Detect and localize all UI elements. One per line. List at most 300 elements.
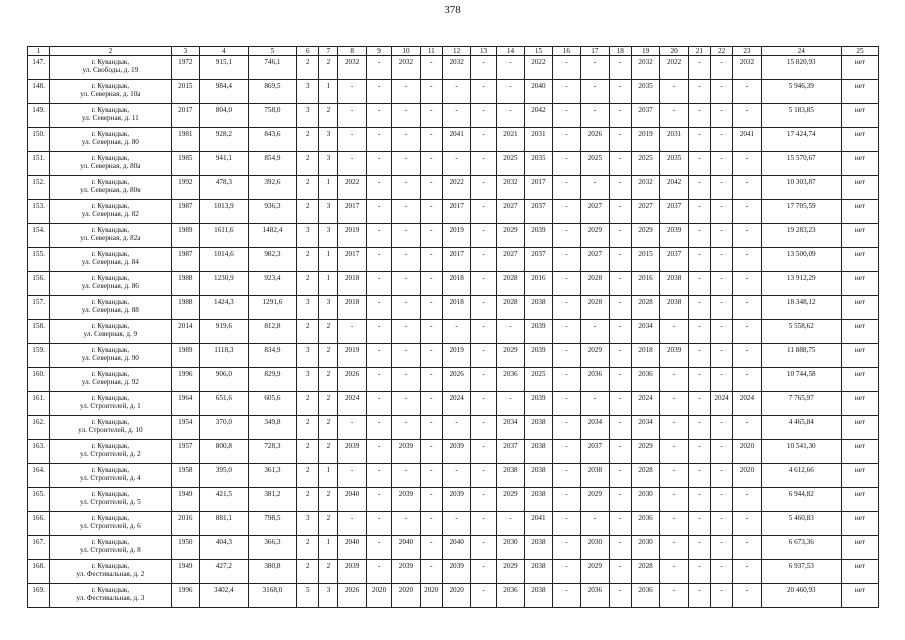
- floors-cell: 2: [297, 464, 319, 488]
- repair-year-cell: -: [392, 176, 421, 200]
- repair-year-cell: -: [366, 392, 391, 416]
- address-cell: [50, 320, 171, 344]
- repair-year-cell: -: [338, 512, 367, 536]
- column-header: 4: [200, 47, 249, 56]
- repair-year-cell: -: [420, 56, 442, 80]
- entrances-cell: 3: [319, 584, 338, 608]
- repair-year-cell: 2029: [581, 560, 610, 584]
- repair-year-cell: 2038: [525, 488, 552, 512]
- row-number-cell: 160.: [28, 368, 50, 392]
- floors-cell: 3: [297, 512, 319, 536]
- repair-year-cell: -: [442, 80, 471, 104]
- floors-cell: 5: [297, 584, 319, 608]
- repair-year-cell: -: [609, 56, 631, 80]
- table-row: [28, 104, 879, 128]
- address-cell: [50, 440, 171, 464]
- repair-year-cell: 2039: [392, 440, 421, 464]
- column-number-row: [28, 47, 879, 56]
- limit-cell: нет: [841, 560, 878, 584]
- repair-year-cell: -: [609, 344, 631, 368]
- repair-year-cell: 2029: [631, 440, 660, 464]
- repair-year-cell: 2019: [338, 224, 367, 248]
- repair-year-cell: -: [660, 536, 689, 560]
- column-header: 12: [442, 47, 471, 56]
- column-header: 7: [319, 47, 338, 56]
- repair-year-cell: -: [552, 104, 581, 128]
- repair-year-cell: 2041: [525, 512, 552, 536]
- limit-cell: нет: [841, 296, 878, 320]
- row-number-cell: 165.: [28, 488, 50, 512]
- entrances-cell: 2: [319, 440, 338, 464]
- repair-year-cell: 2031: [525, 128, 552, 152]
- column-header: 20: [660, 47, 689, 56]
- repair-year-cell: -: [420, 344, 442, 368]
- entrances-cell: 2: [319, 56, 338, 80]
- repair-year-cell: -: [609, 320, 631, 344]
- repair-year-cell: -: [688, 128, 710, 152]
- address-line: г. Кувандык,: [91, 202, 130, 210]
- repair-year-cell: -: [609, 440, 631, 464]
- living-area-cell: 854,9: [248, 152, 297, 176]
- entrances-cell: 1: [319, 80, 338, 104]
- repair-year-cell: -: [471, 464, 496, 488]
- repair-year-cell: 2039: [338, 440, 367, 464]
- address-line: ул. Строителей, д. 6: [79, 522, 141, 530]
- address-cell: [50, 560, 171, 584]
- repair-year-cell: -: [392, 200, 421, 224]
- repair-year-cell: 2038: [525, 560, 552, 584]
- repair-year-cell: -: [733, 296, 762, 320]
- repair-year-cell: -: [609, 152, 631, 176]
- repair-year-cell: 2024: [442, 392, 471, 416]
- repair-year-cell: -: [710, 536, 732, 560]
- address-line: г. Кувандык,: [91, 346, 130, 354]
- repair-year-cell: -: [733, 488, 762, 512]
- repair-year-cell: -: [688, 272, 710, 296]
- repair-year-cell: -: [338, 320, 367, 344]
- repair-year-cell: -: [471, 248, 496, 272]
- repair-year-cell: -: [471, 104, 496, 128]
- address-line: г. Кувандык,: [91, 106, 130, 114]
- repair-year-cell: -: [471, 128, 496, 152]
- living-area-cell: 843,6: [248, 128, 297, 152]
- repair-year-cell: 2015: [631, 248, 660, 272]
- repair-year-cell: 2020: [733, 464, 762, 488]
- repair-year-cell: -: [366, 80, 391, 104]
- repair-year-cell: 2039: [442, 560, 471, 584]
- total-area-cell: 881,1: [200, 512, 249, 536]
- repair-year-cell: -: [420, 440, 442, 464]
- repair-year-cell: -: [660, 392, 689, 416]
- repair-year-cell: -: [710, 272, 732, 296]
- repair-year-cell: 2037: [496, 440, 525, 464]
- table-row: [28, 56, 879, 80]
- repair-year-cell: -: [609, 80, 631, 104]
- total-area-cell: 1611,6: [200, 224, 249, 248]
- repair-year-cell: -: [392, 104, 421, 128]
- table-row: [28, 272, 879, 296]
- build-year-cell: 1957: [171, 440, 200, 464]
- column-header: 13: [471, 47, 496, 56]
- repair-year-cell: -: [552, 344, 581, 368]
- column-header: 1: [28, 47, 50, 56]
- address-line: г. Кувандык,: [91, 514, 130, 522]
- total-area-cell: 1013,9: [200, 200, 249, 224]
- repair-year-cell: -: [733, 416, 762, 440]
- repair-year-cell: 2022: [442, 176, 471, 200]
- floors-cell: 2: [297, 248, 319, 272]
- table-row: [28, 536, 879, 560]
- repair-year-cell: -: [392, 392, 421, 416]
- repair-year-cell: -: [710, 416, 732, 440]
- repair-year-cell: 2022: [525, 56, 552, 80]
- repair-year-cell: -: [442, 512, 471, 536]
- repair-year-cell: 2017: [442, 200, 471, 224]
- repair-year-cell: -: [366, 176, 391, 200]
- repair-year-cell: -: [733, 224, 762, 248]
- row-number-cell: 162.: [28, 416, 50, 440]
- column-header: 10: [392, 47, 421, 56]
- repair-year-cell: 2019: [631, 128, 660, 152]
- cost-cell: 18 348,12: [761, 296, 841, 320]
- repair-year-cell: 2037: [525, 200, 552, 224]
- repair-year-cell: 2042: [660, 176, 689, 200]
- repair-year-cell: -: [552, 416, 581, 440]
- limit-cell: нет: [841, 128, 878, 152]
- entrances-cell: 3: [319, 200, 338, 224]
- table-row: [28, 464, 879, 488]
- repair-year-cell: -: [609, 272, 631, 296]
- repair-year-cell: 2036: [631, 584, 660, 608]
- row-number-cell: 147.: [28, 56, 50, 80]
- living-area-cell: 923,4: [248, 272, 297, 296]
- repair-year-cell: 2020: [366, 584, 391, 608]
- table-row: [28, 368, 879, 392]
- page-number: 378: [444, 4, 461, 16]
- address-line: г. Кувандык,: [91, 322, 130, 330]
- repair-year-cell: 2032: [733, 56, 762, 80]
- repair-year-cell: 2039: [660, 224, 689, 248]
- floors-cell: 3: [297, 368, 319, 392]
- repair-year-cell: -: [442, 104, 471, 128]
- repair-year-cell: -: [471, 392, 496, 416]
- repair-year-cell: 2038: [525, 536, 552, 560]
- repair-year-cell: -: [366, 464, 391, 488]
- repair-year-cell: -: [609, 512, 631, 536]
- column-header: 18: [609, 47, 631, 56]
- build-year-cell: 1949: [171, 488, 200, 512]
- limit-cell: нет: [841, 176, 878, 200]
- address-line: ул. Строителей, д. 1: [79, 402, 141, 410]
- repair-year-cell: 2024: [710, 392, 732, 416]
- repair-year-cell: -: [366, 344, 391, 368]
- build-year-cell: 1989: [171, 224, 200, 248]
- cost-cell: 5 183,85: [761, 104, 841, 128]
- living-area-cell: 834,9: [248, 344, 297, 368]
- entrances-cell: 2: [319, 392, 338, 416]
- address-line: г. Кувандык,: [91, 226, 130, 234]
- repair-year-cell: 2036: [496, 584, 525, 608]
- repair-year-cell: -: [552, 224, 581, 248]
- repair-year-cell: -: [552, 320, 581, 344]
- living-area-cell: 380,8: [248, 560, 297, 584]
- entrances-cell: 1: [319, 536, 338, 560]
- repair-year-cell: -: [660, 560, 689, 584]
- address-line: ул. Строителей, д. 10: [78, 426, 143, 434]
- repair-year-cell: 2032: [496, 176, 525, 200]
- repair-year-cell: 2040: [525, 80, 552, 104]
- repair-year-cell: -: [442, 464, 471, 488]
- floors-cell: 2: [297, 392, 319, 416]
- repair-year-cell: 2035: [631, 80, 660, 104]
- repair-year-cell: -: [366, 152, 391, 176]
- repair-year-cell: -: [581, 320, 610, 344]
- repair-year-cell: -: [420, 128, 442, 152]
- column-header: 6: [297, 47, 319, 56]
- repair-year-cell: -: [688, 416, 710, 440]
- address-line: ул. Северная, д. 86: [81, 282, 139, 290]
- repair-year-cell: -: [366, 104, 391, 128]
- address-cell: [50, 344, 171, 368]
- repair-year-cell: 2039: [392, 488, 421, 512]
- address-line: ул. Северная, д. 80: [81, 138, 139, 146]
- repair-year-cell: -: [471, 200, 496, 224]
- living-area-cell: 869,5: [248, 80, 297, 104]
- repair-year-cell: -: [338, 464, 367, 488]
- table-row: [28, 512, 879, 536]
- repair-year-cell: -: [366, 440, 391, 464]
- limit-cell: нет: [841, 416, 878, 440]
- repair-year-cell: -: [420, 320, 442, 344]
- floors-cell: 3: [297, 296, 319, 320]
- repair-year-cell: 2032: [392, 56, 421, 80]
- repair-year-cell: -: [392, 224, 421, 248]
- repair-year-cell: -: [392, 80, 421, 104]
- cost-cell: 7 765,97: [761, 392, 841, 416]
- repair-year-cell: 2031: [660, 128, 689, 152]
- repair-year-cell: 2027: [496, 248, 525, 272]
- repair-year-cell: -: [660, 416, 689, 440]
- floors-cell: 2: [297, 272, 319, 296]
- repair-year-cell: -: [366, 416, 391, 440]
- repair-year-cell: -: [688, 80, 710, 104]
- cost-cell: 10 744,58: [761, 368, 841, 392]
- repair-year-cell: 2039: [525, 320, 552, 344]
- table-row: [28, 296, 879, 320]
- repair-year-cell: -: [338, 416, 367, 440]
- repair-year-cell: 2037: [660, 248, 689, 272]
- address-cell: [50, 416, 171, 440]
- repair-year-cell: -: [710, 368, 732, 392]
- total-area-cell: 1230,9: [200, 272, 249, 296]
- repair-year-cell: -: [496, 104, 525, 128]
- repair-year-cell: -: [552, 440, 581, 464]
- repair-year-cell: -: [366, 488, 391, 512]
- row-number-cell: 168.: [28, 560, 50, 584]
- repair-year-cell: 2029: [581, 344, 610, 368]
- repair-year-cell: 2041: [442, 128, 471, 152]
- address-line: ул. Строителей, д. 8: [79, 546, 141, 554]
- total-area-cell: 928,2: [200, 128, 249, 152]
- repair-year-cell: 2039: [525, 344, 552, 368]
- repair-year-cell: -: [733, 272, 762, 296]
- repair-year-cell: -: [471, 368, 496, 392]
- repair-year-cell: 2025: [631, 152, 660, 176]
- cost-cell: 15 570,67: [761, 152, 841, 176]
- repair-year-cell: -: [609, 104, 631, 128]
- build-year-cell: 1954: [171, 416, 200, 440]
- address-cell: [50, 56, 171, 80]
- repair-year-cell: -: [471, 560, 496, 584]
- living-area-cell: 1482,4: [248, 224, 297, 248]
- column-header: 16: [552, 47, 581, 56]
- table-row: [28, 488, 879, 512]
- table-row: [28, 224, 879, 248]
- cost-cell: 4 465,84: [761, 416, 841, 440]
- repair-year-cell: -: [552, 296, 581, 320]
- cost-cell: 5 460,83: [761, 512, 841, 536]
- repair-year-cell: 2035: [525, 152, 552, 176]
- living-area-cell: 982,3: [248, 248, 297, 272]
- address-line: г. Кувандык,: [91, 538, 130, 546]
- row-number-cell: 163.: [28, 440, 50, 464]
- repair-year-cell: -: [552, 176, 581, 200]
- repair-year-cell: -: [366, 368, 391, 392]
- total-area-cell: 1118,3: [200, 344, 249, 368]
- limit-cell: нет: [841, 464, 878, 488]
- total-area-cell: 915,1: [200, 56, 249, 80]
- repair-year-cell: 2039: [442, 440, 471, 464]
- address-line: ул. Северная, д. 10а: [80, 90, 141, 98]
- repair-year-cell: 2017: [338, 200, 367, 224]
- repair-year-cell: 2027: [581, 248, 610, 272]
- repair-year-cell: 2042: [525, 104, 552, 128]
- repair-year-cell: -: [552, 368, 581, 392]
- repair-year-cell: 2020: [420, 584, 442, 608]
- address-line: г. Кувандык,: [91, 370, 130, 378]
- repair-year-cell: -: [496, 392, 525, 416]
- repair-year-cell: -: [552, 464, 581, 488]
- repair-year-cell: 2029: [581, 488, 610, 512]
- floors-cell: 2: [297, 176, 319, 200]
- repair-year-cell: 2025: [496, 152, 525, 176]
- repair-year-cell: -: [688, 152, 710, 176]
- entrances-cell: 2: [319, 368, 338, 392]
- repair-year-cell: -: [442, 152, 471, 176]
- repair-year-cell: -: [552, 248, 581, 272]
- build-year-cell: 1949: [171, 560, 200, 584]
- repair-year-cell: 2038: [525, 584, 552, 608]
- table-row: [28, 320, 879, 344]
- repair-year-cell: -: [471, 80, 496, 104]
- repair-year-cell: -: [733, 512, 762, 536]
- total-area-cell: 1424,3: [200, 296, 249, 320]
- repair-year-cell: 2032: [631, 176, 660, 200]
- total-area-cell: 427,2: [200, 560, 249, 584]
- repair-year-cell: -: [552, 128, 581, 152]
- floors-cell: 2: [297, 536, 319, 560]
- repair-year-cell: -: [420, 152, 442, 176]
- cost-cell: 17 424,74: [761, 128, 841, 152]
- repair-year-cell: 2037: [660, 200, 689, 224]
- repair-year-cell: 2040: [338, 536, 367, 560]
- address-line: г. Кувандык,: [91, 58, 130, 66]
- repair-year-cell: 2022: [338, 176, 367, 200]
- repair-year-cell: 2029: [631, 224, 660, 248]
- cost-cell: 15 820,93: [761, 56, 841, 80]
- row-number-cell: 153.: [28, 200, 50, 224]
- repair-year-cell: -: [710, 296, 732, 320]
- cost-cell: 11 888,75: [761, 344, 841, 368]
- address-line: ул. Северная, д. 88: [81, 306, 139, 314]
- build-year-cell: 1958: [171, 464, 200, 488]
- row-number-cell: 169.: [28, 584, 50, 608]
- repair-year-cell: 2029: [496, 560, 525, 584]
- row-number-cell: 164.: [28, 464, 50, 488]
- repair-year-cell: -: [710, 320, 732, 344]
- cost-cell: 5 558,62: [761, 320, 841, 344]
- repair-year-cell: -: [420, 296, 442, 320]
- repair-year-cell: 2030: [581, 536, 610, 560]
- repair-year-cell: -: [609, 488, 631, 512]
- table-row: [28, 152, 879, 176]
- repair-year-cell: -: [471, 320, 496, 344]
- repair-year-cell: -: [609, 464, 631, 488]
- row-number-cell: 155.: [28, 248, 50, 272]
- total-area-cell: 404,3: [200, 536, 249, 560]
- repair-year-cell: -: [471, 536, 496, 560]
- total-area-cell: 800,8: [200, 440, 249, 464]
- build-year-cell: 2015: [171, 80, 200, 104]
- row-number-cell: 157.: [28, 296, 50, 320]
- repair-year-cell: -: [496, 56, 525, 80]
- repair-year-cell: -: [710, 176, 732, 200]
- repair-year-cell: 2019: [338, 344, 367, 368]
- column-header: 22: [710, 47, 732, 56]
- address-line: ул. Фестивальная, д. 2: [76, 570, 145, 578]
- total-area-cell: 919,6: [200, 320, 249, 344]
- repair-year-cell: -: [688, 584, 710, 608]
- repair-year-cell: -: [496, 80, 525, 104]
- repair-year-cell: -: [338, 104, 367, 128]
- living-area-cell: 746,1: [248, 56, 297, 80]
- address-cell: [50, 128, 171, 152]
- repair-year-cell: 2029: [496, 488, 525, 512]
- repair-year-cell: 2018: [442, 296, 471, 320]
- limit-cell: нет: [841, 152, 878, 176]
- repair-year-cell: 2032: [442, 56, 471, 80]
- entrances-cell: 1: [319, 272, 338, 296]
- repair-year-cell: -: [733, 584, 762, 608]
- column-header: 17: [581, 47, 610, 56]
- repair-year-cell: 2038: [660, 296, 689, 320]
- repair-year-cell: -: [392, 512, 421, 536]
- table-row: [28, 128, 879, 152]
- repair-year-cell: -: [609, 584, 631, 608]
- entrances-cell: 1: [319, 464, 338, 488]
- repair-year-cell: -: [420, 200, 442, 224]
- total-area-cell: 478,3: [200, 176, 249, 200]
- address-line: ул. Строителей, д. 5: [79, 498, 141, 506]
- repair-year-cell: -: [733, 80, 762, 104]
- entrances-cell: 2: [319, 560, 338, 584]
- repair-year-cell: -: [471, 416, 496, 440]
- repair-year-cell: -: [496, 320, 525, 344]
- limit-cell: нет: [841, 536, 878, 560]
- repair-year-cell: -: [660, 104, 689, 128]
- table-row: [28, 392, 879, 416]
- table-row: [28, 584, 879, 608]
